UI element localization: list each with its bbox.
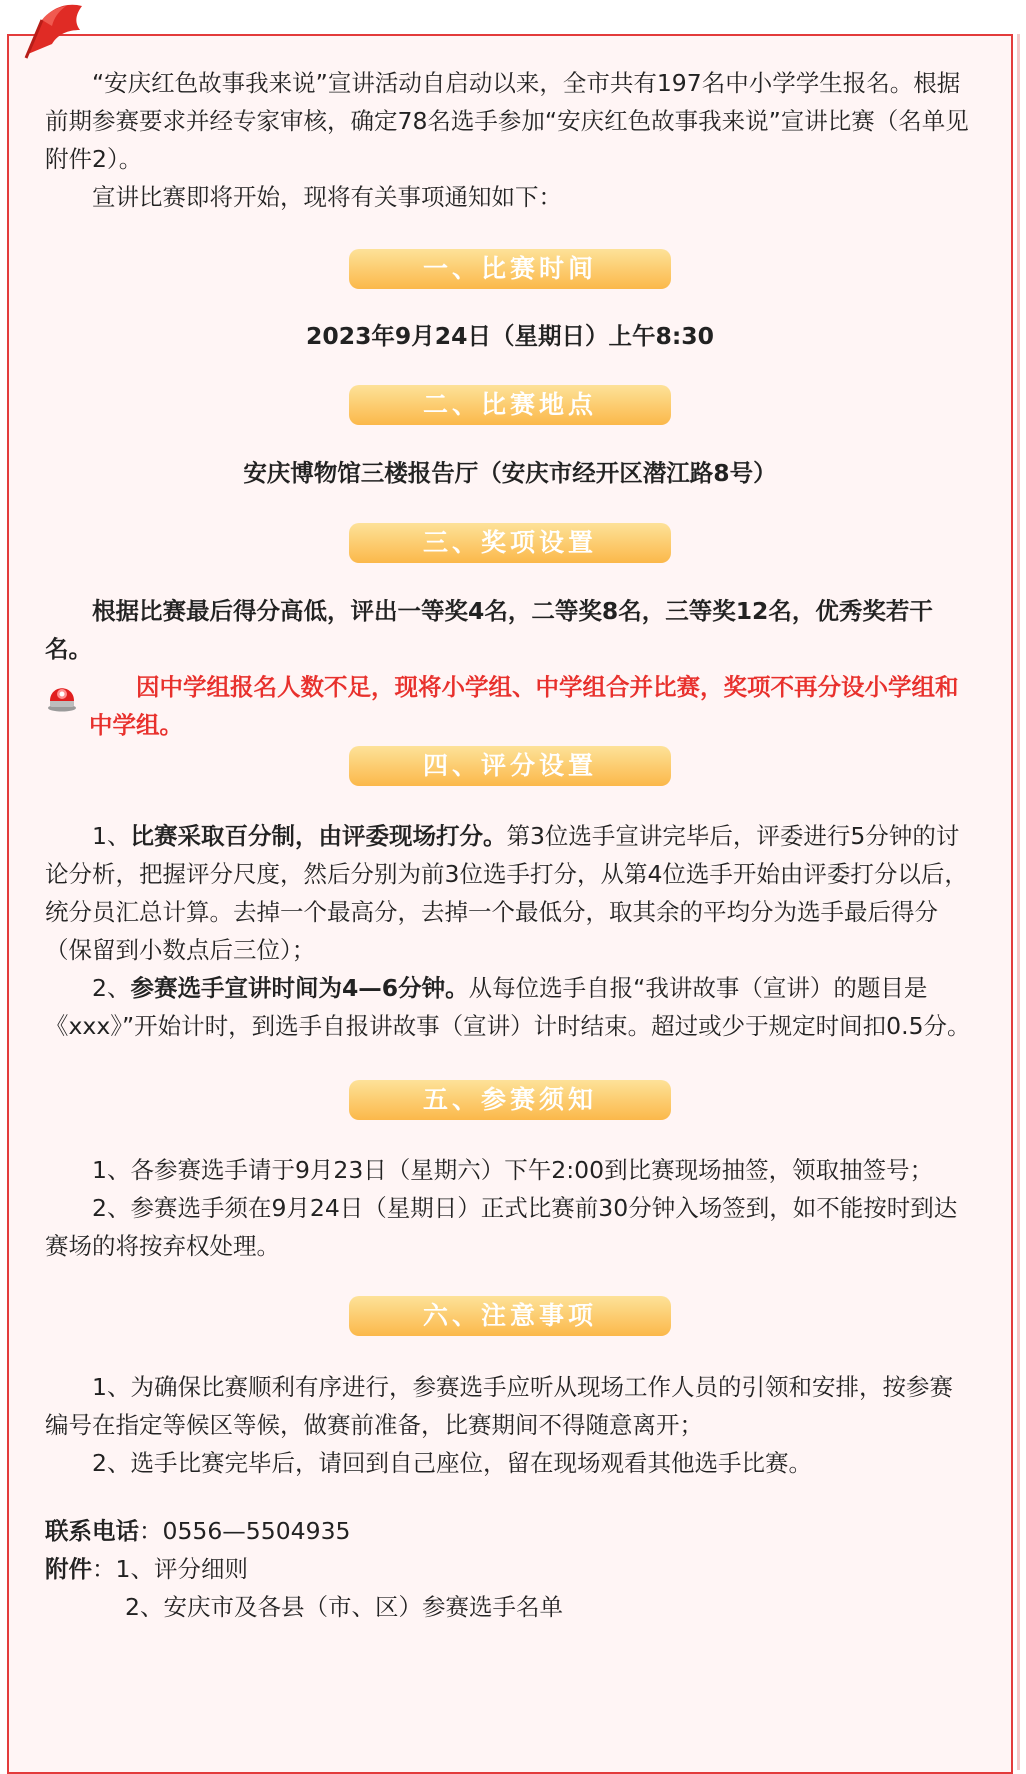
intro-paragraph-1: “安庆红色故事我来说”宣讲活动自启动以来，全市共有197名中小学学生报名。根据前期参赛要求并经专家审核，确定78名选手参加“安庆红色故事我来说”宣讲比赛（名单见附件2）。	[45, 69, 969, 173]
section-3-header	[45, 523, 975, 563]
section-4-header	[45, 746, 975, 786]
alert-note	[89, 668, 975, 744]
section-title: 六、注意事项	[349, 1296, 671, 1336]
section-title: 四、评分设置	[349, 746, 671, 786]
section-1-header	[45, 249, 975, 289]
scoring-item-1	[45, 817, 975, 969]
document-body	[45, 64, 975, 1626]
notice-item-1: 1、各参赛选手请于9月23日（星期六）下午2:00到比赛现场抽签，领取抽签号；	[92, 1156, 934, 1184]
item-bold: 参赛选手宣讲时间为4—6分钟。	[130, 974, 469, 1002]
red-flag-icon	[22, 0, 92, 60]
section-2-header	[45, 385, 975, 425]
section-title: 二、比赛地点	[349, 385, 671, 425]
section-title: 三、奖项设置	[349, 523, 671, 563]
alert-text: 因中学组报名人数不足，现将小学组、中学组合并比赛，奖项不再分设小学组和中学组。	[89, 673, 959, 739]
attachment-line-1	[45, 1550, 975, 1588]
caution-item-1: 1、为确保比赛顺利有序进行，参赛选手应听从现场工作人员的引领和安排，按参赛编号在指定等候区等候，做赛前准备，比赛期间不得随意离开；	[45, 1373, 953, 1439]
attachment-item-1: ：1、评分细则	[92, 1555, 248, 1583]
section-5-header	[45, 1080, 975, 1120]
item-lead: 1、	[92, 822, 131, 850]
contest-venue: 安庆博物馆三楼报告厅（安庆市经开区潜江路8号）	[243, 459, 777, 487]
notice-item-2: 2、参赛选手须在9月24日（星期日）正式比赛前30分钟入场签到，如不能按时到达赛场的将按弃权处理。	[45, 1194, 958, 1260]
item-rest: 第3位选手宣讲完毕后，评委进行5分钟的讨论分析，把握评分尺度，然后分别为前3位选手打分，从第4位选手开始由评委打分以后，统分员汇总计算。去掉一个最高分，去掉一个最低分，取其余的平均分为选手最后得分（保留到小数点后三位）；	[45, 822, 968, 964]
alarm-icon	[45, 672, 79, 712]
scoring-item-2	[45, 969, 975, 1045]
section-title: 五、参赛须知	[349, 1080, 671, 1120]
item-lead: 2、	[92, 974, 131, 1002]
item-rest: 从每位选手自报“我讲故事（宣讲）的题目是《xxx》”开始计时，到选手自报讲故事（宣讲）计时结束。超过或少于规定时间扣0.5分。	[45, 974, 971, 1040]
caution-item-2: 2、选手比赛完毕后，请回到自己座位，留在现场观看其他选手比赛。	[92, 1449, 812, 1477]
section-title: 一、比赛时间	[349, 249, 671, 289]
attachment-label: 附件	[45, 1555, 92, 1583]
phone-label: 联系电话	[45, 1517, 139, 1545]
awards-line: 根据比赛最后得分高低，评出一等奖4名，二等奖8名，三等奖12名，优秀奖若干名。	[45, 597, 933, 663]
right-edge-strip	[1017, 34, 1020, 1770]
item-bold: 比赛采取百分制，由评委现场打分。	[130, 822, 507, 850]
section-6-header	[45, 1296, 975, 1336]
contact-phone	[45, 1512, 975, 1550]
intro-paragraph-2: 宣讲比赛即将开始，现将有关事项通知如下：	[92, 183, 562, 211]
contest-time: 2023年9月24日（星期日）上午8:30	[306, 322, 714, 350]
phone-value: ：0556—5504935	[139, 1517, 351, 1545]
attachment-item-2: 2、安庆市及各县（市、区）参赛选手名单	[125, 1593, 563, 1621]
